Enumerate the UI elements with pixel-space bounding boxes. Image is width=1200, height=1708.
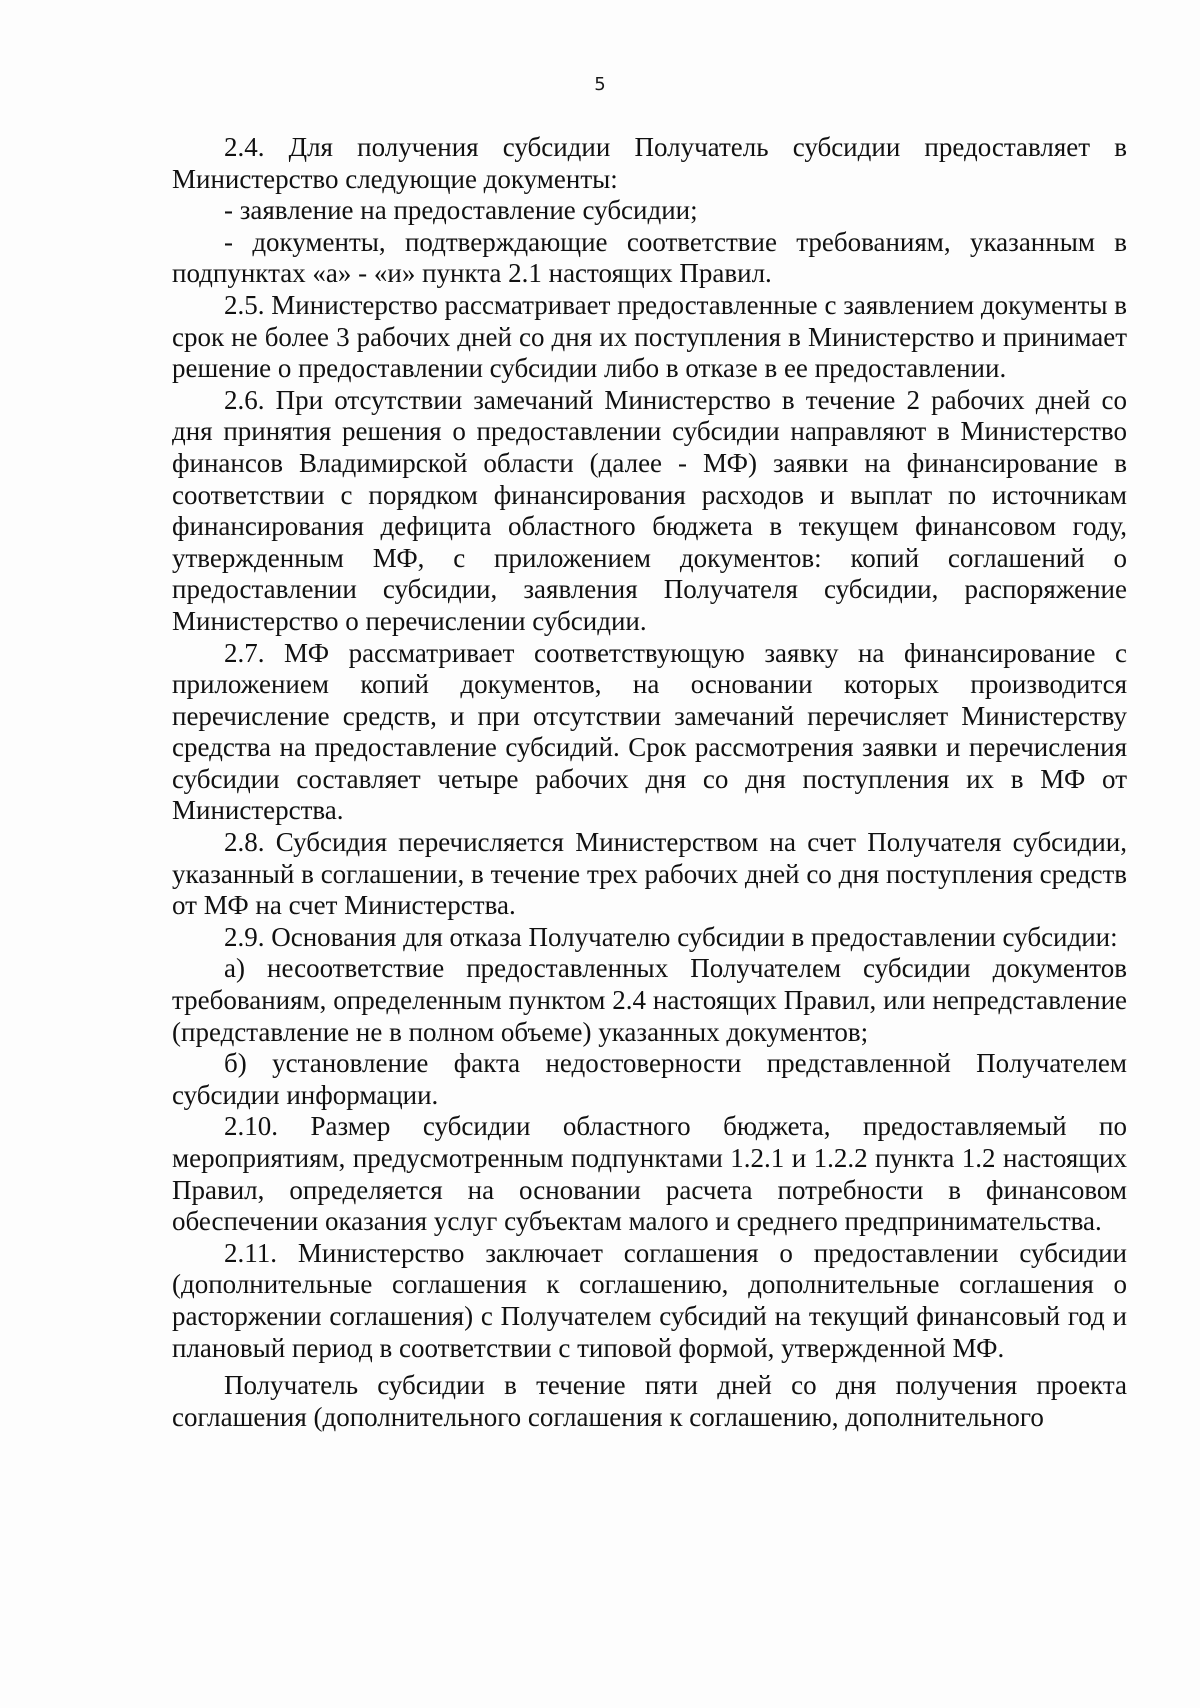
paragraph-2-11: 2.11. Министерство заключает соглашения о предоставлении субсидии (дополнительные соглашения к соглашению, дополнительные соглашения о расторжении соглашения) с Получателем субсидий на текущий финансовый год и плановый период в соответствии с типовой формой, утвержденной МФ. <box>172 1237 1127 1363</box>
paragraph-2-5: 2.5. Министерство рассматривает предоставленные с заявлением документы в срок не более 3 рабочих дней со дня их поступления в Министерство и принимает решение о предоставлении субсидии либо в отказе в ее предоставлении. <box>172 289 1127 384</box>
document-text <box>172 132 1127 1433</box>
paragraph-2-9: 2.9. Основания для отказа Получателю субсидии в предоставлении субсидии: <box>224 921 1118 952</box>
paragraph-2-6: 2.6. При отсутствии замечаний Министерство в течение 2 рабочих дней со дня принятия решения о предоставлении субсидии направляют в Министерство финансов Владимирской области (далее - МФ) заявки на финансирование в соответствии с порядком финансирования расходов и выплат по источникам финансирования дефицита областного бюджета в текущем финансовом году, утвержденным МФ, с приложением документов: копий соглашений о предоставлении субсидии, заявления Получателя субсидии, распоряжение Министерство о перечислении субсидии. <box>172 384 1127 636</box>
list-item-documents: - документы, подтверждающие соответствие требованиям, указанным в подпунктах «а» - «и» пункта 2.1 настоящих Правил. <box>172 226 1127 289</box>
paragraph-2-7: 2.7. МФ рассматривает соответствующую заявку на финансирование с приложением копий документов, на основании которых производится перечисление средств, и при отсутствии замечаний перечисляет Министерству средства на предоставление субсидий. Срок рассмотрения заявки и перечисления субсидии составляет четыре рабочих дня со дня поступления их в МФ от Министерства. <box>172 637 1127 826</box>
paragraph-2-4: 2.4. Для получения субсидии Получатель субсидии предоставляет в Министерство следующие документы: <box>172 132 1127 194</box>
paragraph-2-8: 2.8. Субсидия перечисляется Министерством на счет Получателя субсидии, указанный в соглашении, в течение трех рабочих дней со дня поступления средств от МФ на счет Министерства. <box>172 827 1127 921</box>
paragraph-2-9-a: а) несоответствие предоставленных Получателем субсидии документов требованиям, определенным пунктом 2.4 настоящих Правил, или непредставление (представление не в полном объеме) указанных документов; <box>172 953 1127 1047</box>
paragraph-recipient: Получатель субсидии в течение пяти дней со дня получения проекта соглашения (дополнительного соглашения к соглашению, дополнительного <box>172 1370 1127 1432</box>
page-number: 5 <box>594 74 606 95</box>
paragraph-2-10: 2.10. Размер субсидии областного бюджета, предоставляемый по мероприятиям, предусмотренным подпунктами 1.2.1 и 1.2.2 пункта 1.2 настоящих Правил, определяется на основании расчета потребности в финансовом обеспечении оказания услуг субъектам малого и среднего предпринимательства. <box>172 1111 1127 1237</box>
paragraph-2-9-b: б) установление факта недостоверности представленной Получателем субсидии информации. <box>172 1048 1127 1110</box>
list-item-application: - заявление на предоставление субсидии; <box>224 195 698 226</box>
